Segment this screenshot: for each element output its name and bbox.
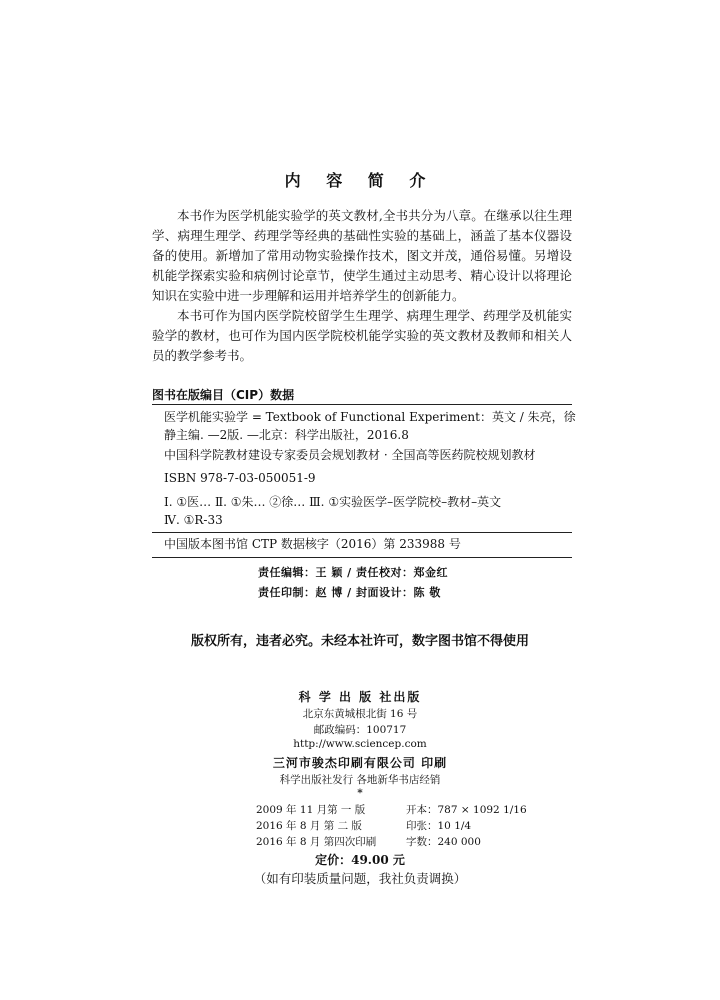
edition-date: 2016 年 8 月 第 二 版 bbox=[256, 820, 362, 832]
publisher-website: http://www.sciencep.com bbox=[293, 738, 427, 750]
cip-subjects-line-1: Ⅰ. ①医… Ⅱ. ①朱… ②徐… Ⅲ. ①实验医学–医学院校–教材–英文 bbox=[164, 495, 502, 509]
cip-isbn: ISBN 978-7-03-050051-9 bbox=[164, 471, 316, 485]
page-title: 内 容 简 介 bbox=[284, 171, 436, 190]
divider bbox=[152, 557, 572, 558]
cip-subjects-line-2: Ⅳ. ①R-33 bbox=[164, 513, 223, 527]
cip-heading: 图书在版编目（CIP）数据 bbox=[152, 388, 295, 402]
edition-info: 开本：787 × 1092 1/16 bbox=[406, 804, 527, 816]
edition-info: 字数：240 000 bbox=[406, 836, 481, 848]
quality-notice: （如有印装质量问题，我社负责调换） bbox=[253, 871, 467, 886]
edition-row-1 bbox=[256, 802, 527, 817]
copyright-notice: 版权所有，违者必究。未经本社许可，数字图书馆不得使用 bbox=[190, 634, 529, 649]
distribution-info: 科学出版社发行 各地新华书店经销 bbox=[279, 774, 441, 786]
edition-date: 2016 年 8 月 第四次印刷 bbox=[256, 836, 377, 848]
cip-title-line-1: 医学机能实验学 = Textbook of Functional Experiment：英文 / 朱亮，徐 bbox=[164, 410, 576, 424]
separator-star: * bbox=[357, 787, 363, 799]
divider bbox=[152, 404, 572, 405]
cip-series: 中国科学院教材建设专家委员会规划教材 · 全国高等医药院校规划教材 bbox=[164, 448, 536, 462]
edition-info: 印张：10 1/4 bbox=[406, 820, 472, 832]
intro-paragraph-2: 本书可作为国内医学院校留学生生理学、病理生理学、药理学及机能实验学的教材，也可作为国内医学院校机能学实验的英文教材及教师和相关人员的教学参考书。 bbox=[152, 308, 572, 363]
cip-title-line-2: 静主编. —2版. —北京：科学出版社，2016.8 bbox=[164, 428, 409, 442]
editor-credits-2: 责任印制：赵 博 / 封面设计：陈 敬 bbox=[258, 586, 441, 599]
publisher-name: 科 学 出 版 社出版 bbox=[298, 690, 422, 704]
cip-ctp-number: 中国版本图书馆 CTP 数据核字（2016）第 233988 号 bbox=[164, 537, 461, 551]
edition-row-2 bbox=[256, 818, 471, 833]
price: 定价：49.00 元 bbox=[315, 853, 405, 867]
intro-section bbox=[152, 206, 572, 366]
intro-paragraph-1: 本书作为医学机能实验学的英文教材,全书共分为八章。在继承以往生理学、病理生理学、药理学等经典的基础性实验的基础上，涵盖了基本仪器设备的使用。新增加了常用动物实验操作技术，图文并茂，通俗易懂。另增设机能学探索实验和病例讨论章节，使学生通过主动思考、精心设计以将理论知识在实验中进一步理解和运用并培养学生的创新能力。 bbox=[152, 208, 572, 303]
publisher-postcode: 邮政编码：100717 bbox=[313, 724, 407, 736]
editor-credits-1: 责任编辑：王 颖 / 责任校对：郑金红 bbox=[258, 566, 449, 579]
publisher-address: 北京东黄城根北街 16 号 bbox=[302, 708, 418, 720]
divider bbox=[152, 532, 572, 533]
edition-date: 2009 年 11 月第 一 版 bbox=[256, 804, 366, 816]
printer-name: 三河市骏杰印刷有限公司 印刷 bbox=[272, 756, 448, 770]
edition-row-3 bbox=[256, 834, 481, 849]
